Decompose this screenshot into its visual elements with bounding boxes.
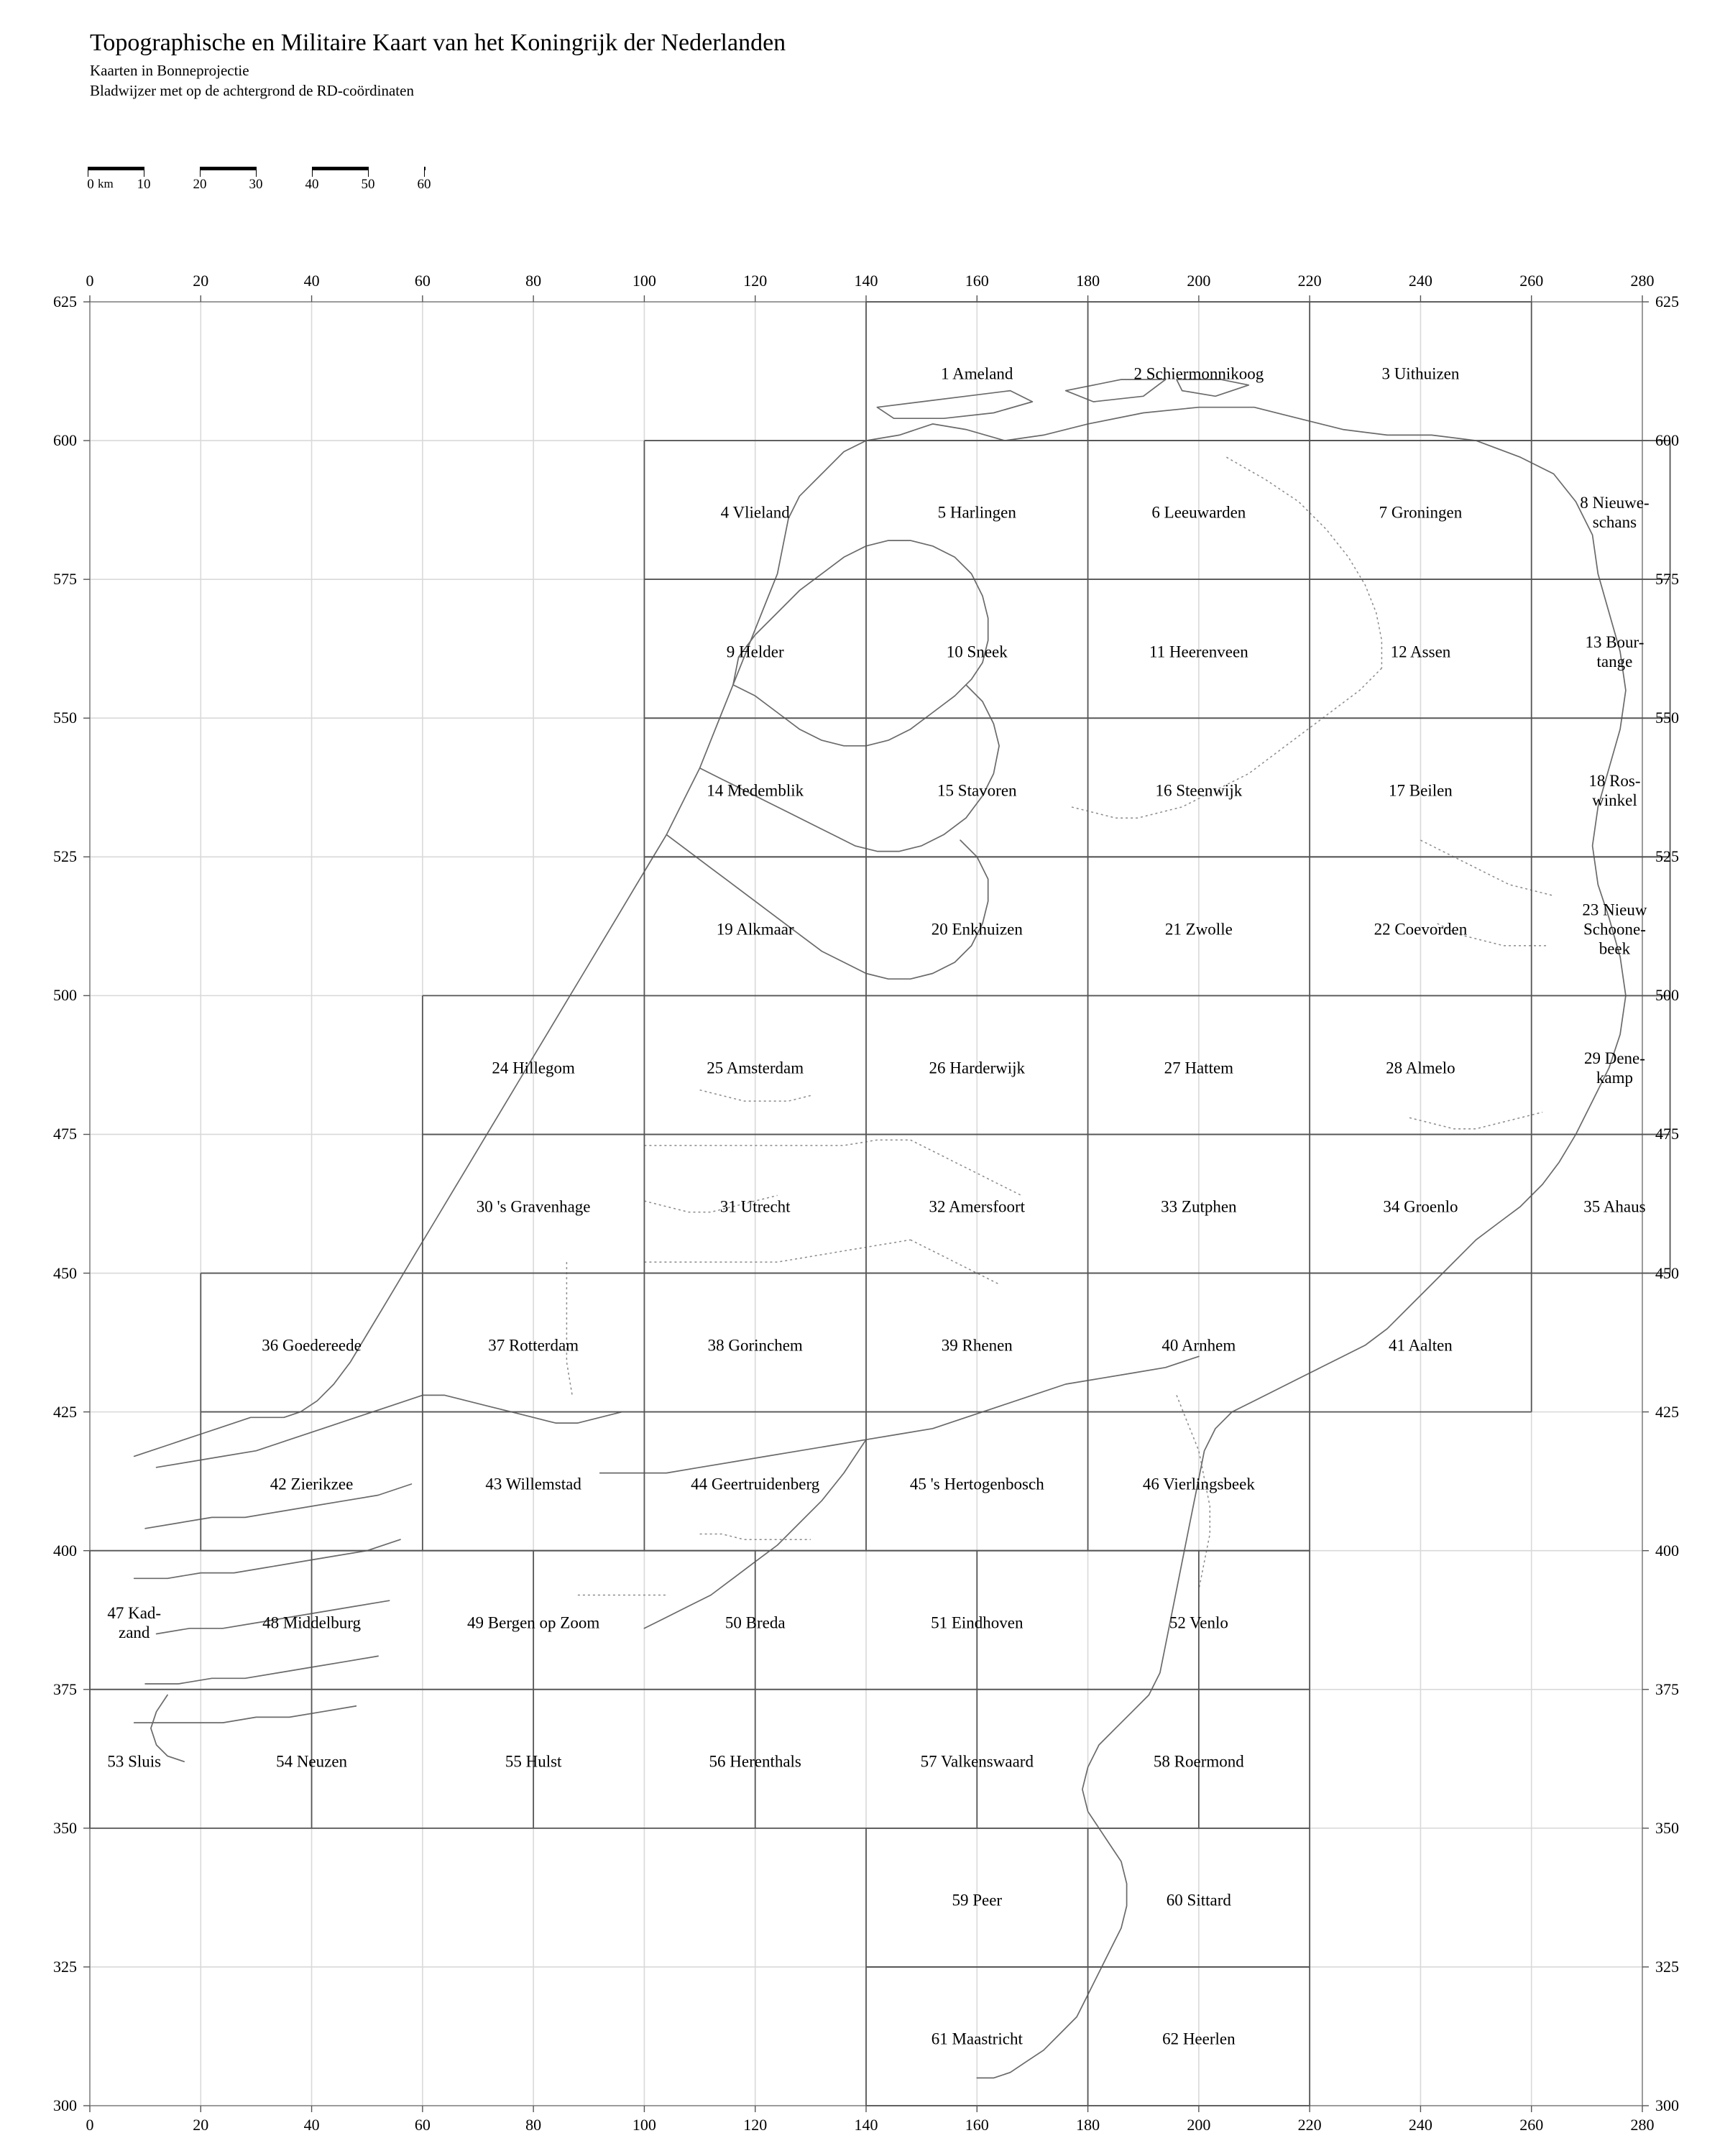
sheet-label-61[interactable]	[932, 2030, 1023, 2049]
x-axis-tick-top-140: 140	[854, 272, 878, 290]
sheet-label-60[interactable]	[1167, 1891, 1231, 1910]
x-axis-tick-bottom-60: 60	[414, 2116, 431, 2134]
sheet-label-13[interactable]	[1560, 632, 1668, 671]
sheet-label-line: 53 Sluis	[107, 1752, 162, 1771]
sheet-label-line: 61 Maastricht	[931, 2030, 1023, 2048]
sheet-label-line: 45 's Hertogenbosch	[909, 1475, 1044, 1493]
sheet-label-line: 34 Groenlo	[1383, 1197, 1458, 1216]
x-axis-tick-bottom-80: 80	[525, 2116, 542, 2134]
sheet-label-line: 29 Dene-	[1583, 1049, 1645, 1067]
sheet-label-16[interactable]	[1155, 780, 1242, 800]
sheet-label-line: 30 's Gravenhage	[476, 1197, 591, 1216]
sheet-label-41[interactable]	[1389, 1335, 1453, 1355]
sheet-label-line: 47 Kad-	[107, 1604, 162, 1623]
sheet-label-line: 44 Geertruidenberg	[691, 1475, 820, 1493]
sheet-label-line: 10 Sneek	[946, 642, 1008, 661]
sheet-label-27[interactable]	[1164, 1058, 1233, 1077]
sheet-label-line: 18 Ros-	[1588, 771, 1641, 790]
y-axis-tick-left-425: 425	[53, 1402, 77, 1421]
y-axis-tick-left-400: 400	[53, 1541, 77, 1560]
sheet-label-line: 17 Beilen	[1389, 781, 1453, 800]
sheet-label-30[interactable]	[477, 1197, 591, 1216]
y-axis-tick-right-350: 350	[1655, 1818, 1679, 1837]
x-axis-tick-top-200: 200	[1187, 272, 1211, 290]
sheet-label-32[interactable]	[929, 1197, 1026, 1216]
scale-label-60: 60	[417, 177, 431, 192]
sheet-label-6[interactable]	[1151, 503, 1246, 522]
sheet-label-49[interactable]	[467, 1613, 599, 1633]
sheet-label-56[interactable]	[709, 1752, 801, 1772]
y-axis-tick-left-500: 500	[53, 986, 77, 1005]
subtitle-projection: Kaarten in Bonneprojectie	[90, 62, 249, 79]
sheet-label-line: 41 Aalten	[1389, 1336, 1453, 1355]
sheet-label-44[interactable]	[691, 1475, 819, 1494]
sheet-label-line: 21 Zwolle	[1164, 920, 1233, 939]
sheet-label-35[interactable]	[1583, 1197, 1645, 1216]
y-axis-tick-right-525: 525	[1655, 847, 1679, 866]
page-title: Topographische en Militaire Kaart van het Koningrijk der Nederlanden	[90, 29, 786, 56]
sheet-label-line: 4 Vlieland	[720, 503, 790, 522]
sheet-label-line: 2 Schiermonnikoog	[1133, 364, 1264, 383]
y-axis-tick-right-550: 550	[1655, 709, 1679, 727]
sheet-label-line: 52 Venlo	[1169, 1613, 1228, 1632]
x-axis-tick-bottom-140: 140	[854, 2116, 878, 2134]
x-axis-tick-bottom-220: 220	[1297, 2116, 1322, 2134]
sheet-label-36[interactable]	[262, 1335, 362, 1355]
x-axis-tick-top-20: 20	[193, 272, 209, 290]
x-axis-tick-bottom-120: 120	[743, 2116, 768, 2134]
sheet-label-46[interactable]	[1143, 1475, 1255, 1494]
sheet-label-line: 31 Utrecht	[719, 1197, 791, 1216]
sheet-label-line: 40 Arnhem	[1162, 1336, 1236, 1355]
sheet-label-line: beek	[1598, 939, 1631, 958]
sheet-label-2[interactable]	[1133, 364, 1264, 384]
y-axis-tick-right-325: 325	[1655, 1957, 1679, 1976]
sheet-label-12[interactable]	[1391, 642, 1451, 661]
sheet-label-line: 28 Almelo	[1386, 1059, 1455, 1077]
sheet-label-54[interactable]	[276, 1752, 347, 1772]
provincial-borders	[566, 457, 1553, 1595]
y-axis-tick-right-450: 450	[1655, 1263, 1679, 1282]
sheet-label-38[interactable]	[708, 1335, 803, 1355]
sheet-label-line: Schoone-	[1583, 920, 1646, 939]
sheet-label-11[interactable]	[1149, 642, 1248, 661]
sheet-label-line: 48 Middelburg	[262, 1613, 362, 1632]
x-axis-tick-bottom-240: 240	[1408, 2116, 1432, 2134]
sheet-label-3[interactable]	[1381, 364, 1459, 384]
scale-label-10: 10	[137, 177, 151, 192]
y-axis-tick-left-375: 375	[53, 1680, 77, 1698]
y-axis-tick-right-425: 425	[1655, 1402, 1679, 1421]
x-axis-tick-bottom-180: 180	[1076, 2116, 1100, 2134]
sheet-label-line: 8 Nieuwe-	[1580, 494, 1650, 512]
sheet-label-line: tange	[1596, 652, 1633, 671]
sheet-label-line: 25 Amsterdam	[707, 1059, 804, 1077]
sheet-label-29[interactable]	[1560, 1049, 1668, 1087]
sheet-label-34[interactable]	[1383, 1197, 1458, 1216]
sheet-label-line: 11 Heerenveen	[1149, 642, 1248, 661]
y-axis-tick-right-400: 400	[1655, 1541, 1679, 1560]
sheet-label-7[interactable]	[1379, 503, 1463, 522]
sheet-label-28[interactable]	[1386, 1058, 1455, 1077]
x-axis-tick-top-0: 0	[86, 272, 94, 290]
sheet-label-line: 12 Assen	[1390, 642, 1451, 661]
x-axis-tick-bottom-20: 20	[193, 2116, 209, 2134]
x-axis-tick-top-60: 60	[414, 272, 431, 290]
x-axis-tick-top-80: 80	[525, 272, 542, 290]
sheet-label-51[interactable]	[931, 1613, 1023, 1633]
x-axis-tick-bottom-200: 200	[1187, 2116, 1211, 2134]
sheet-label-line: 16 Steenwijk	[1155, 781, 1243, 800]
sheet-label-9[interactable]	[727, 642, 784, 661]
sheet-label-22[interactable]	[1374, 919, 1468, 939]
sheet-label-line: 9 Helder	[726, 642, 784, 661]
sheet-label-line: 57 Valkenswaard	[920, 1752, 1034, 1771]
sheet-label-4[interactable]	[721, 503, 790, 522]
sheet-label-line: 46 Vierlingsbeek	[1142, 1475, 1255, 1493]
sheet-label-1[interactable]	[941, 364, 1013, 384]
sheet-label-58[interactable]	[1154, 1752, 1244, 1772]
y-axis-tick-left-600: 600	[53, 431, 77, 450]
y-axis-tick-right-375: 375	[1655, 1680, 1679, 1698]
scale-label-20: 20	[193, 177, 207, 192]
sheet-label-33[interactable]	[1161, 1197, 1236, 1216]
x-axis-tick-top-100: 100	[632, 272, 656, 290]
sheet-label-17[interactable]	[1389, 780, 1453, 800]
y-axis-tick-left-475: 475	[53, 1125, 77, 1143]
scale-label-30: 30	[249, 177, 263, 192]
y-axis-tick-left-450: 450	[53, 1263, 77, 1282]
x-axis-tick-bottom-100: 100	[632, 2116, 656, 2134]
y-axis-tick-right-300: 300	[1655, 2096, 1679, 2114]
sheet-label-10[interactable]	[947, 642, 1008, 661]
y-axis-tick-right-500: 500	[1655, 986, 1679, 1005]
sheet-label-15[interactable]	[937, 780, 1017, 800]
sheet-label-52[interactable]	[1169, 1613, 1228, 1633]
sheet-label-14[interactable]	[707, 780, 804, 800]
x-axis-tick-bottom-160: 160	[965, 2116, 989, 2134]
sheet-label-line: 55 Hulst	[505, 1752, 562, 1771]
sheet-label-line: 60 Sittard	[1166, 1891, 1231, 1909]
sheet-label-8[interactable]	[1560, 493, 1668, 532]
scale-unit-km: km	[98, 177, 114, 190]
scale-label-40: 40	[305, 177, 319, 192]
sheet-label-line: 54 Neuzen	[276, 1752, 348, 1771]
sheet-label-43[interactable]	[485, 1475, 581, 1494]
x-axis-tick-top-160: 160	[965, 272, 989, 290]
scale-label-50: 50	[361, 177, 375, 192]
sheet-label-line: 56 Herenthals	[709, 1752, 801, 1771]
x-axis-tick-bottom-0: 0	[86, 2116, 94, 2134]
y-axis-tick-left-300: 300	[53, 2096, 77, 2114]
y-axis-tick-right-600: 600	[1655, 431, 1679, 450]
sheet-label-line: 62 Heerlen	[1162, 2030, 1236, 2048]
sheet-label-line: 24 Hillegom	[492, 1059, 575, 1077]
sheet-label-line: 3 Uithuizen	[1381, 364, 1460, 383]
sheet-label-37[interactable]	[488, 1335, 579, 1355]
sheet-label-line: 26 Harderwijk	[929, 1059, 1026, 1077]
sheet-label-line: 19 Alkmaar	[716, 920, 794, 939]
sheet-label-line: 1 Ameland	[941, 364, 1013, 383]
y-axis-tick-right-575: 575	[1655, 570, 1679, 589]
sheet-label-line: 23 Nieuw	[1582, 900, 1647, 919]
sheet-label-line: winkel	[1592, 791, 1637, 809]
sheet-label-53[interactable]	[107, 1752, 161, 1772]
subtitle-index: Bladwijzer met op de achtergrond de RD-coördinaten	[90, 82, 414, 99]
sheet-label-39[interactable]	[942, 1335, 1013, 1355]
sheet-label-line: zand	[118, 1623, 150, 1642]
sheet-label-21[interactable]	[1165, 919, 1233, 939]
x-axis-tick-top-120: 120	[743, 272, 768, 290]
x-axis-tick-top-280: 280	[1630, 272, 1655, 290]
sheet-label-line: 35 Ahaus	[1583, 1197, 1646, 1216]
y-axis-tick-left-550: 550	[53, 709, 77, 727]
sheet-label-line: 59 Peer	[952, 1891, 1003, 1909]
sheet-label-31[interactable]	[720, 1197, 791, 1216]
sheet-label-line: 22 Coevorden	[1374, 920, 1468, 939]
sheet-label-40[interactable]	[1162, 1335, 1236, 1355]
sheet-label-line: 43 Willemstad	[485, 1475, 581, 1493]
x-axis-tick-bottom-40: 40	[303, 2116, 320, 2134]
x-axis-tick-top-40: 40	[303, 272, 320, 290]
sheet-label-line: 14 Medemblik	[707, 781, 804, 800]
sheet-label-line: 49 Bergen op Zoom	[467, 1613, 600, 1632]
sheet-label-line: 20 Enkhuizen	[931, 920, 1023, 939]
x-axis-tick-top-220: 220	[1297, 272, 1322, 290]
sheet-label-line: 13 Bour-	[1585, 632, 1644, 651]
x-axis-tick-top-260: 260	[1519, 272, 1544, 290]
sheet-label-26[interactable]	[929, 1058, 1026, 1077]
x-axis-tick-top-180: 180	[1076, 272, 1100, 290]
sheet-label-line: schans	[1592, 513, 1637, 532]
y-axis-tick-right-625: 625	[1655, 292, 1679, 310]
x-axis-tick-bottom-260: 260	[1519, 2116, 1544, 2134]
sheet-label-line: 50 Breda	[724, 1613, 786, 1632]
sheet-label-62[interactable]	[1162, 2030, 1236, 2049]
scale-label-0: 0	[87, 177, 94, 192]
y-axis-tick-left-575: 575	[53, 570, 77, 589]
y-axis-tick-left-525: 525	[53, 847, 77, 866]
sheet-label-line: 15 Stavoren	[937, 781, 1017, 800]
sheet-label-5[interactable]	[938, 503, 1016, 522]
coastline-and-borders	[134, 379, 1626, 2078]
sheet-label-59[interactable]	[952, 1891, 1002, 1910]
sheet-label-24[interactable]	[492, 1058, 575, 1077]
sheet-label-line: 42 Zierikzee	[270, 1475, 354, 1493]
sheet-label-20[interactable]	[932, 919, 1023, 939]
sheet-label-42[interactable]	[270, 1475, 354, 1494]
sheet-label-18[interactable]	[1560, 771, 1668, 810]
sheet-label-line: 5 Harlingen	[937, 503, 1016, 522]
x-axis-tick-top-240: 240	[1408, 272, 1432, 290]
y-axis-tick-left-625: 625	[53, 292, 77, 310]
x-axis-tick-bottom-280: 280	[1630, 2116, 1655, 2134]
sheet-label-50[interactable]	[725, 1613, 786, 1633]
sheet-label-line: 6 Leeuwarden	[1151, 503, 1246, 522]
sheet-label-48[interactable]	[262, 1613, 361, 1633]
sheet-label-line: 51 Eindhoven	[931, 1613, 1024, 1632]
sheet-label-line: 27 Hattem	[1164, 1059, 1234, 1077]
sheet-label-line: 7 Groningen	[1379, 503, 1463, 522]
sheet-label-45[interactable]	[910, 1475, 1044, 1494]
sheet-label-line: 33 Zutphen	[1161, 1197, 1237, 1216]
sheet-label-57[interactable]	[921, 1752, 1034, 1772]
y-axis-tick-right-475: 475	[1655, 1125, 1679, 1143]
sheet-label-25[interactable]	[707, 1058, 804, 1077]
y-axis-tick-left-350: 350	[53, 1818, 77, 1837]
sheet-label-line: 38 Gorinchem	[707, 1336, 803, 1355]
sheet-label-line: 39 Rhenen	[941, 1336, 1013, 1355]
sheet-label-47[interactable]	[80, 1603, 188, 1642]
y-axis-tick-left-325: 325	[53, 1957, 77, 1976]
sheet-label-line: 37 Rotterdam	[488, 1336, 579, 1355]
sheet-label-line: 32 Amersfoort	[929, 1197, 1026, 1216]
sheet-label-19[interactable]	[717, 919, 794, 939]
sheet-label-line: kamp	[1596, 1068, 1633, 1087]
sheet-label-line: 58 Roermond	[1153, 1752, 1244, 1771]
sheet-label-line: 36 Goedereede	[262, 1336, 362, 1355]
sheet-label-23[interactable]	[1560, 900, 1668, 958]
sheet-label-55[interactable]	[505, 1752, 562, 1772]
